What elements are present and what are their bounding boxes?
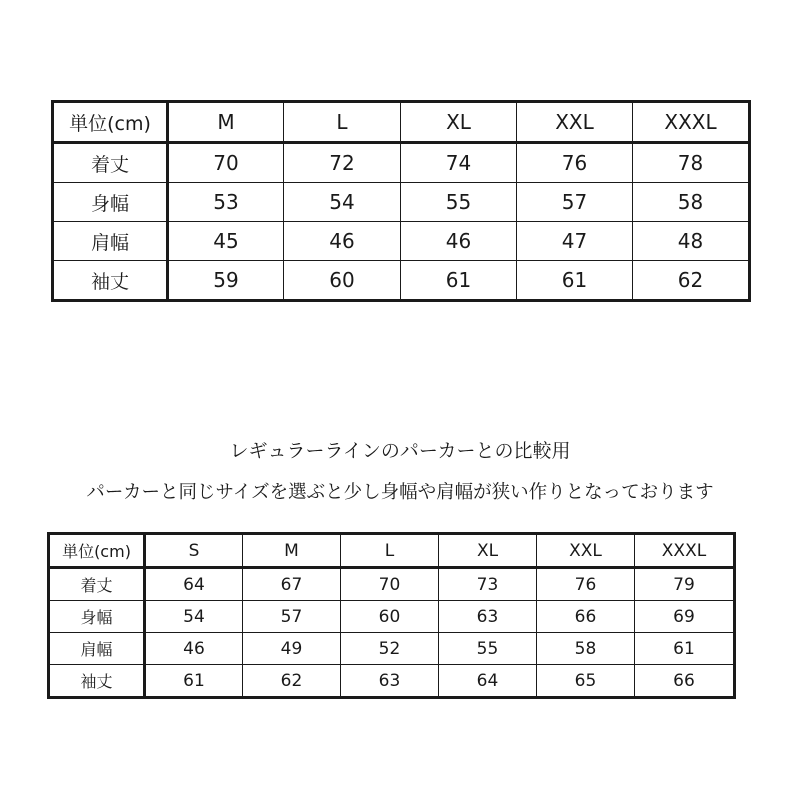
- table-cell: 46: [284, 222, 401, 261]
- table-cell: 74: [401, 143, 517, 183]
- table-cell: 54: [284, 183, 401, 222]
- table-row: [53, 261, 750, 301]
- table-cell: 79: [635, 568, 735, 601]
- table-row: [49, 665, 735, 698]
- table-cell: 64: [145, 568, 243, 601]
- table-cell: 66: [635, 665, 735, 698]
- table-cell: 59: [168, 261, 284, 301]
- row-label-length: 着丈: [53, 143, 168, 183]
- size-header-xl: XL: [439, 534, 537, 568]
- table-cell: 46: [401, 222, 517, 261]
- size-header-xl: XL: [401, 102, 517, 143]
- table-cell: 46: [145, 633, 243, 665]
- table-cell: 70: [341, 568, 439, 601]
- table-cell: 76: [517, 143, 633, 183]
- comparison-note: パーカーと同じサイズを選ぶと少し身幅や肩幅が狭い作りとなっております: [86, 482, 714, 503]
- table-row: [53, 222, 750, 261]
- table-cell: 58: [633, 183, 750, 222]
- table-cell: 61: [517, 261, 633, 301]
- table-cell: 61: [401, 261, 517, 301]
- size-header-xxl: XXL: [517, 102, 633, 143]
- size-header-s: S: [145, 534, 243, 568]
- row-label-shoulder-width: 肩幅: [49, 633, 145, 665]
- table-cell: 47: [517, 222, 633, 261]
- size-header-xxxl: XXXL: [635, 534, 735, 568]
- size-table-main: [51, 100, 751, 302]
- table-cell: 73: [439, 568, 537, 601]
- table-row: [49, 601, 735, 633]
- table-cell: 45: [168, 222, 284, 261]
- size-header-m: M: [168, 102, 284, 143]
- table-cell: 60: [341, 601, 439, 633]
- row-label-body-width: 身幅: [53, 183, 168, 222]
- table-cell: 78: [633, 143, 750, 183]
- table-cell: 58: [537, 633, 635, 665]
- table-cell: 67: [243, 568, 341, 601]
- table-cell: 69: [635, 601, 735, 633]
- table-cell: 52: [341, 633, 439, 665]
- row-label-sleeve-length: 袖丈: [49, 665, 145, 698]
- unit-label: 単位(cm): [53, 102, 168, 143]
- size-header-xxxl: XXXL: [633, 102, 750, 143]
- table-cell: 65: [537, 665, 635, 698]
- table-cell: 55: [401, 183, 517, 222]
- row-label-body-width: 身幅: [49, 601, 145, 633]
- row-label-length: 着丈: [49, 568, 145, 601]
- unit-label: 単位(cm): [49, 534, 145, 568]
- table-cell: 57: [517, 183, 633, 222]
- table-row: [53, 183, 750, 222]
- table-cell: 48: [633, 222, 750, 261]
- table-cell: 70: [168, 143, 284, 183]
- row-label-shoulder-width: 肩幅: [53, 222, 168, 261]
- table-cell: 63: [439, 601, 537, 633]
- table-cell: 72: [284, 143, 401, 183]
- table-cell: 66: [537, 601, 635, 633]
- table-cell: 60: [284, 261, 401, 301]
- table-header-row: [49, 534, 735, 568]
- table-cell: 49: [243, 633, 341, 665]
- table-row: [49, 633, 735, 665]
- table-row: [49, 568, 735, 601]
- table-cell: 63: [341, 665, 439, 698]
- table-cell: 55: [439, 633, 537, 665]
- table-cell: 62: [633, 261, 750, 301]
- table-cell: 57: [243, 601, 341, 633]
- table-header-row: [53, 102, 750, 143]
- table-cell: 62: [243, 665, 341, 698]
- table-cell: 61: [635, 633, 735, 665]
- table-cell: 61: [145, 665, 243, 698]
- size-header-xxl: XXL: [537, 534, 635, 568]
- size-table-comparison: [47, 532, 736, 699]
- size-header-l: L: [284, 102, 401, 143]
- size-header-m: M: [243, 534, 341, 568]
- table-cell: 76: [537, 568, 635, 601]
- comparison-caption: レギュラーラインのパーカーとの比較用: [229, 440, 571, 462]
- row-label-sleeve-length: 袖丈: [53, 261, 168, 301]
- table-cell: 54: [145, 601, 243, 633]
- table-row: [53, 143, 750, 183]
- size-header-l: L: [341, 534, 439, 568]
- table-cell: 53: [168, 183, 284, 222]
- table-cell: 64: [439, 665, 537, 698]
